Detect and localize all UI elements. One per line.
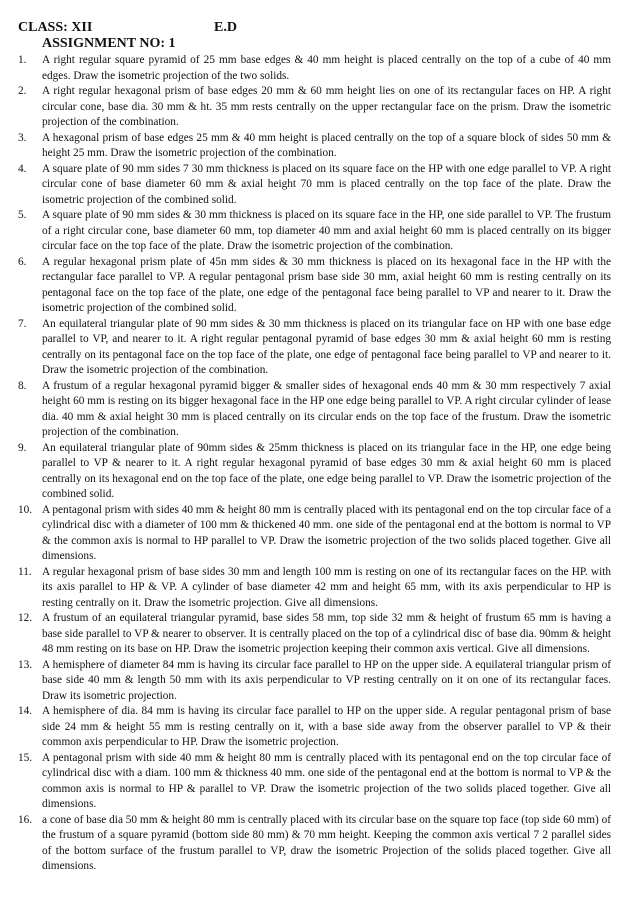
question-item — [18, 658, 611, 705]
question-number: 5. — [18, 209, 27, 221]
question-text: A regular hexagonal prism plate of 45n mm sides & 30 mm thickness is placed on its hexagonal face in the HP with the rectangular face parallel to VP. A regular pentagonal prism base side 30 mm, axial height 60 mm is resting centrally on its pentagonal face on the top face of the plate, one edge of the pentagonal face being parallel to VP and nearer to it. Draw the isometric projection of the combined solid. — [42, 255, 611, 314]
question-text: A square plate of 90 mm sides 7 30 mm thickness is placed on its square face on the HP with one edge parallel to VP. A right circular cone of base diameter 60 mm & axial height 70 mm is placed centrally on the top face of the plate. Draw the isometric projection of the combined solid. — [42, 162, 611, 206]
question-item — [18, 751, 611, 813]
question-number: 7. — [18, 317, 27, 330]
question-item — [18, 53, 611, 84]
question-text: A regular hexagonal prism of base sides 30 mm and length 100 mm is resting on one of its rectangular faces on the HP. with its axis parallel to HP & VP. A cylinder of base diameter 42 mm and height 65 mm, with its axis perpendicular to HP is resting centrally on it. Draw the isometric projection. Give all dimensions. — [42, 565, 611, 609]
question-number: 8. — [18, 379, 27, 392]
question-item — [18, 379, 611, 441]
question-text: A right regular square pyramid of 25 mm base edges & 40 mm height is placed centrally on the top of a cube of 40 mm edges. Draw the isometric projection of the two solids. — [42, 54, 611, 82]
question-text: A frustum of an equilateral triangular pyramid, base sides 58 mm, top side 32 mm & height of frustum 65 mm is having a base side parallel to VP & nearer to observer. It is centrally placed on the top of a cylindrical disc of base dia. 90mm & height 48 mm resting on its base on HP. Draw the isometric projection keeping their common axis vertical. Give all dimensions. — [42, 612, 611, 655]
question-item — [18, 162, 611, 209]
question-number: 4. — [18, 162, 27, 175]
question-number: 2. — [18, 85, 27, 97]
question-number: 10. — [18, 503, 33, 516]
question-text: A hemisphere of diameter 84 mm is having its circular face parallel to HP on the upper side. A equilateral triangular prism of base side 40 mm & length 50 mm with its axis perpendicular to VP resting centrally on it on one of its rectangular faces. Draw its isometric projection. — [42, 658, 611, 702]
question-text: An equilateral triangular plate of 90 mm sides & 30 mm thickness is placed on its triangular face on HP with one base edge parallel to VP, and nearer to it. A right regular pentagonal pyramid of base edges 30 mm & axial height 60 mm is resting centrally on its pentagonal face on the top face of the plate, one edge of pentagonal face being parallel to VP and nearer to it. Draw the isometric projection of the combination. — [42, 317, 611, 376]
question-text: A right regular hexagonal prism of base edges 20 mm & 60 mm height lies on one of its rectangular faces on HP. A right circular cone, base dia. 30 mm & ht. 35 mm rests centrally on the upper rectangular face on the prism. Draw the isometric projection of the combination. — [42, 85, 611, 128]
question-item — [18, 704, 611, 751]
question-text: An equilateral triangular plate of 90mm sides & 25mm thickness is placed on its triangular face in the HP, one edge being parallel to VP & nearer to it. A right regular hexagonal pyramid of base edges 30 mm & axial height 60 mm is placed centrally on its hexagonal end on the top face of the plate, one edge being parallel to VP. Draw the isometric projection of the combined solid. — [42, 441, 611, 500]
question-number: 13. — [18, 658, 33, 671]
question-item — [18, 565, 611, 612]
question-number: 1. — [18, 54, 27, 66]
question-number: 16. — [18, 813, 33, 826]
question-item — [18, 317, 611, 379]
question-number: 9. — [18, 441, 27, 454]
question-number: 12. — [18, 612, 33, 624]
question-text: A pentagonal prism with sides 40 mm & height 80 mm is centrally placed with its pentagonal end on the top circular face of a cylindrical disc with a diameter of 100 mm & thickened 40 mm. one side of the pentagonal end at the bottom is normal to VP & the common axis is normal to HP parallel to VP. Draw the isometric projection of the two solids placed together. Give all dimensions. — [42, 503, 611, 562]
assignment-title: ASSIGNMENT NO: 1 — [42, 36, 176, 51]
header-row — [18, 20, 611, 36]
question-text: A hexagonal prism of base edges 25 mm & 40 mm height is placed centrally on the top of a square block of sides 50 mm & height 25 mm. Draw the isometric projection of the combination. — [42, 131, 611, 159]
question-number: 6. — [18, 255, 27, 268]
question-text: A hemisphere of dia. 84 mm is having its circular face parallel to HP on the upper side. A regular pentagonal prism of base side 24 mm & height 55 mm is resting centrally on it, with a base side away from the observer parallel to VP & their common axis perpendicular to HP. Draw the isometric projection. — [42, 705, 611, 748]
question-item — [18, 441, 611, 503]
question-number: 3. — [18, 131, 27, 144]
question-item — [18, 84, 611, 131]
class-label: CLASS: XII — [18, 20, 93, 35]
question-text: A frustum of a regular hexagonal pyramid bigger & smaller sides of hexagonal ends 40 mm & 30 mm respectively 7 axial height 60 mm is resting on its bigger hexagonal face in the HP one edge being parallel to VP. A right circular cylinder of lease dia. 40 mm & axial height 30 mm is placed centrally on its circular ends on the top face of the frustum. Draw the isometric projection of the combination. — [42, 379, 611, 438]
subject-label: E.D — [214, 20, 237, 35]
question-number: 15. — [18, 751, 33, 764]
question-item — [18, 208, 611, 255]
question-item — [18, 611, 611, 658]
question-number: 11. — [18, 565, 32, 578]
question-number: 14. — [18, 705, 33, 717]
question-item — [18, 255, 611, 317]
question-text: a cone of base dia 50 mm & height 80 mm is centrally placed with its circular base on the square top face (top side 60 mm) of the frustum of a square pyramid (bottom side 80 mm) & 70 mm height. Keeping the common axis vertical 7 2 parallel sides of the bottom surface of the frustum parallel to VP, draw the isometric Projection of the solids placed together. Give all dimensions. — [42, 813, 611, 872]
question-item — [18, 813, 611, 875]
question-list — [18, 53, 611, 875]
question-item — [18, 503, 611, 565]
question-text: A pentagonal prism with side 40 mm & height 80 mm is centrally placed with its pentagonal end on the top circular face of cylindrical disc with a diam. 100 mm & thickness 40 mm. one side of the pentagonal end at the bottom is normal to VP & the common axis is normal to HP & parallel to VP. Draw the isometric projection of the two solids placed together. Give all dimensions. — [42, 751, 611, 810]
question-item — [18, 131, 611, 162]
question-text: A square plate of 90 mm sides & 30 mm thickness is placed on its square face in the HP, one side parallel to VP. The frustum of a right circular cone, base diameter 60 mm, top diameter 40 mm and axial height 60 mm is placed centrally on its bigger circular face on the top face of the plate. Draw the isometric projection of the combination. — [42, 209, 611, 252]
